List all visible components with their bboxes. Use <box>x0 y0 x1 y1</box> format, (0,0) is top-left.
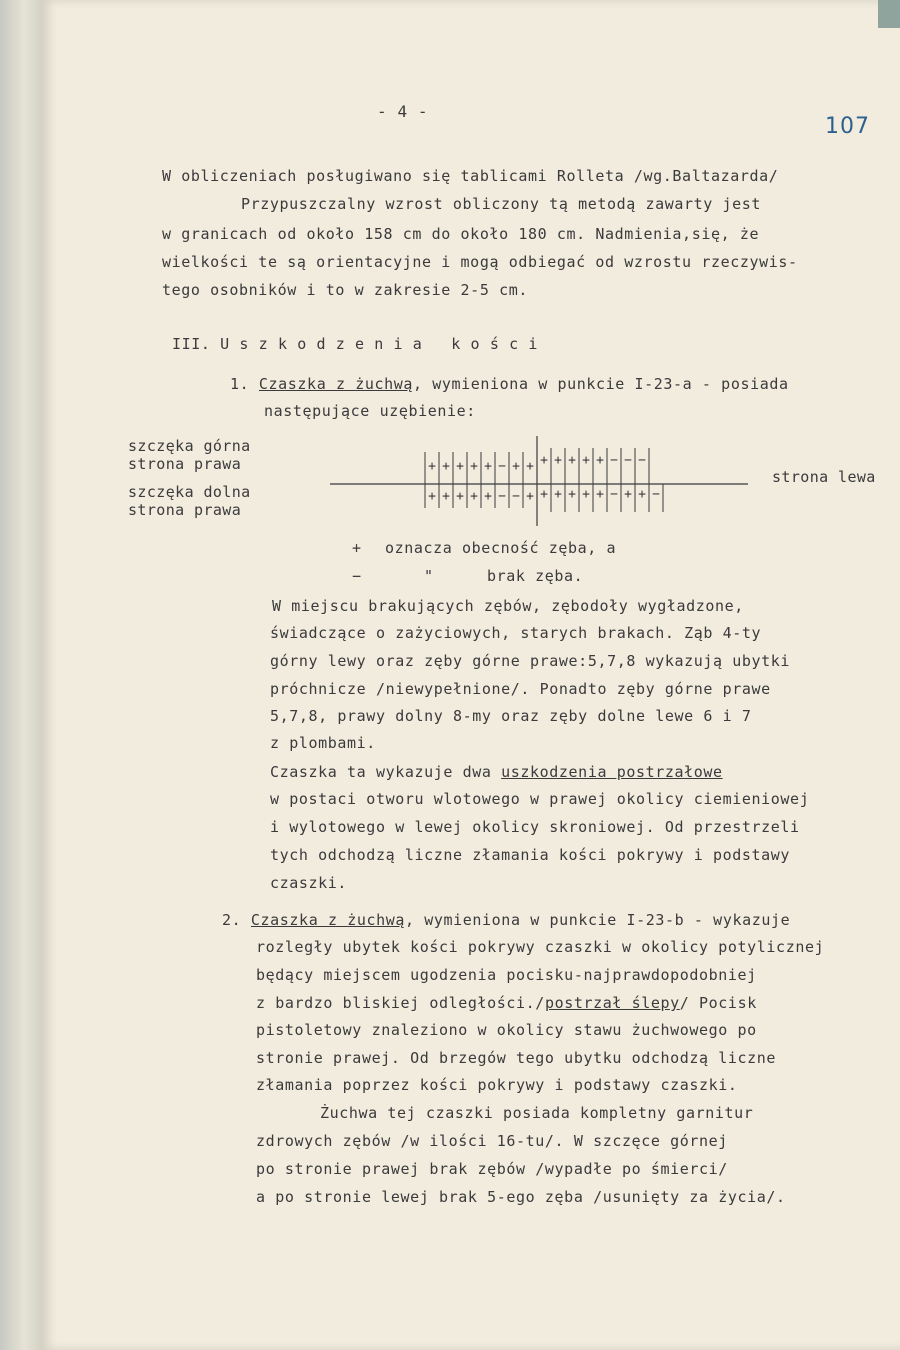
legend-ditto-mark: " <box>424 567 434 585</box>
tooth-mark: + <box>470 489 478 504</box>
text-line: W obliczeniach posługiwano się tablicami Rolleta /wg.Baltazarda/ <box>162 167 779 185</box>
item-2-line <box>222 910 790 930</box>
underlined-phrase: uszkodzenia postrzałowe <box>501 763 723 781</box>
tooth-mark: − <box>512 489 520 504</box>
tooth-mark: − <box>638 453 646 468</box>
tooth-mark: + <box>484 459 492 474</box>
page-corner-tab <box>878 0 900 28</box>
text-line: i wylotowego w lewej okolicy skroniowej. Od przestrzeli <box>270 818 800 836</box>
lower-jaw-side-label: strona prawa <box>128 501 242 519</box>
text-line: wielkości te są orientacyjne i mogą odbiegać od wzrostu rzeczywis- <box>162 253 798 271</box>
text-line <box>270 762 723 782</box>
text-line: złamania poprzez kości pokrywy i podstawy czaszki. <box>256 1076 738 1094</box>
legend-plus-symbol: + <box>352 539 362 557</box>
legend-minus-symbol: − <box>352 567 362 585</box>
tooth-mark: + <box>456 489 464 504</box>
page-fold <box>0 0 40 1350</box>
text-span: z bardzo bliskiej odległości./ <box>256 994 545 1012</box>
text-line: tych odchodzą liczne złamania kości pokrywy i podstawy <box>270 846 791 864</box>
upper-jaw-side-label: strona prawa <box>128 455 242 473</box>
tooth-mark: + <box>540 487 548 502</box>
text-line: tego osobników i to w zakresie 2-5 cm. <box>162 281 528 299</box>
text-line: po stronie prawej brak zębów /wypadłe po śmierci/ <box>256 1160 728 1178</box>
text-line: 5,7,8, prawy dolny 8-my oraz zęby dolne lewe 6 i 7 <box>270 707 752 725</box>
section-heading: III. U s z k o d z e n i a k o ś c i <box>172 335 538 353</box>
text-line: następujące uzębienie: <box>264 402 476 420</box>
text-line: czaszki. <box>270 874 348 892</box>
text-line: stronie prawej. Od brzegów tego ubytku odchodzą liczne <box>256 1049 777 1067</box>
tooth-mark: − <box>498 459 506 474</box>
text-line: Żuchwa tej czaszki posiada kompletny garnitur <box>320 1104 754 1122</box>
text-line: w postaci otworu wlotowego w prawej okolicy ciemieniowej <box>270 790 810 808</box>
legend-plus-text: oznacza obecność zęba, a <box>385 539 617 557</box>
tooth-mark: + <box>568 453 576 468</box>
tooth-mark: + <box>568 487 576 502</box>
tooth-mark: + <box>582 453 590 468</box>
tooth-mark: + <box>554 487 562 502</box>
text-line: rozległy ubytek kości pokrywy czaszki w okolicy potylicznej <box>256 938 825 956</box>
item-1-line <box>230 374 789 394</box>
text-line: z plombami. <box>270 734 376 752</box>
left-side-label: strona lewa <box>772 468 876 486</box>
text-line: górny lewy oraz zęby górne prawe:5,7,8 wykazują ubytki <box>270 652 791 670</box>
tooth-mark: + <box>456 459 464 474</box>
tooth-mark: − <box>610 453 618 468</box>
lower-jaw-label: szczęka dolna <box>128 483 251 501</box>
tooth-mark: + <box>484 489 492 504</box>
item-title: Czaszka z żuchwą <box>258 375 413 393</box>
text-line: W miejscu brakujących zębów, zębodoły wygładzone, <box>272 597 744 615</box>
text-span: Czaszka ta wykazuje dwa <box>270 763 502 781</box>
text-line: będący miejscem ugodzenia pocisku-najprawdopodobniej <box>256 966 757 984</box>
item-title: Czaszka z żuchwą <box>250 911 405 929</box>
text-line: a po stronie lewej brak 5-ego zęba /usunięty za życia/. <box>256 1188 786 1206</box>
tooth-mark: + <box>582 487 590 502</box>
tooth-mark: + <box>526 489 534 504</box>
tooth-mark: + <box>442 489 450 504</box>
item-number: 2. <box>222 911 242 929</box>
tooth-mark: + <box>624 487 632 502</box>
tooth-mark: + <box>470 459 478 474</box>
tooth-mark: + <box>638 487 646 502</box>
item-text: , wymieniona w punkcie I-23-a - posiada <box>413 375 789 393</box>
text-line: zdrowych zębów /w ilości 16-tu/. W szczęce górnej <box>256 1132 728 1150</box>
tooth-mark: + <box>596 487 604 502</box>
tooth-mark: + <box>512 459 520 474</box>
tooth-mark: + <box>442 459 450 474</box>
tooth-mark: + <box>428 459 436 474</box>
item-text: , wymieniona w punkcie I-23-b - wykazuje <box>405 911 791 929</box>
upper-jaw-label: szczęka górna <box>128 437 251 455</box>
tooth-mark: − <box>624 453 632 468</box>
text-span: / Pocisk <box>679 994 757 1012</box>
tooth-mark: + <box>526 459 534 474</box>
tooth-mark: + <box>554 453 562 468</box>
legend-minus-text: brak zęba. <box>487 567 584 585</box>
text-line: pistoletowy znaleziono w okolicy stawu żuchwowego po <box>256 1021 757 1039</box>
text-line: w granicach od około 158 cm do około 180 cm. Nadmienia,się, że <box>162 225 760 243</box>
tooth-mark: + <box>428 489 436 504</box>
text-line: świadczące o zażyciowych, starych brakach. Ząb 4-ty <box>270 624 762 642</box>
tooth-mark: − <box>498 489 506 504</box>
underlined-phrase: postrzał ślepy <box>544 994 680 1012</box>
text-line: Przypuszczalny wzrost obliczony tą metodą zawarty jest <box>241 195 762 213</box>
page-number: - 4 - <box>377 102 429 121</box>
tooth-mark: + <box>540 453 548 468</box>
tooth-mark: − <box>652 487 660 502</box>
tooth-mark: − <box>610 487 618 502</box>
tooth-mark: + <box>596 453 604 468</box>
text-line <box>256 993 757 1013</box>
text-line: próchnicze /niewypełnione/. Ponadto zęby górne prawe <box>270 680 771 698</box>
folio-number: 107 <box>825 114 870 139</box>
item-number: 1. <box>230 375 250 393</box>
